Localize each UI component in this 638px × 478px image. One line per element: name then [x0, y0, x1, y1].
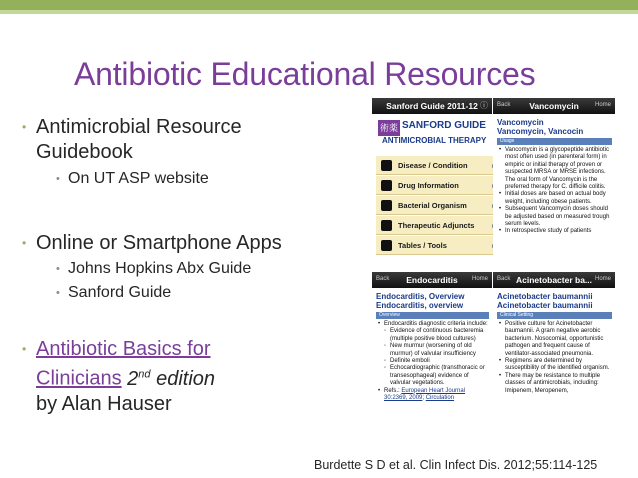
bullet-guidebook: [22, 115, 242, 165]
menu-item-bacterial[interactable]: Bacterial Organism: [376, 196, 500, 215]
topic-heading: Endocarditis, Overview: [376, 292, 465, 301]
brand-name: SANFORD GUIDE: [402, 120, 486, 131]
brand-subtitle: ANTIMICROBIAL THERAPY: [382, 136, 487, 145]
section-tag: Usage: [497, 138, 612, 145]
sub-bullet-ut-asp: [56, 169, 209, 189]
home-button[interactable]: Home: [471, 276, 488, 282]
top-accent-bar-light: [0, 10, 638, 14]
organism-heading: Acinetobacter baumannii: [497, 292, 593, 301]
list-item: • There may be resistance to multiple classes of antimicrobials, including: Imipenem, Meropenem,: [497, 373, 612, 395]
bullet-text: Sanford Guide: [68, 284, 172, 301]
bullet-dot: •: [22, 342, 27, 356]
vancomycin-screenshot: [493, 98, 615, 255]
organism-subheading: Acinetobacter baumannii: [497, 301, 593, 310]
sanford-brand: [378, 118, 502, 152]
drug-subheading: Vancomycin, Vancocin: [497, 127, 584, 136]
home-button[interactable]: Home: [594, 276, 611, 282]
info-icon[interactable]: ⓘ: [480, 101, 488, 110]
app-nav-bar: [372, 98, 492, 114]
section-tag: Clinical Setting: [497, 312, 612, 319]
menu-item-drug[interactable]: Drug Information: [376, 176, 500, 195]
list-item: • Vancomycin is a glycopeptide antibiotic most often used (in parenteral form) in empiric or initial therapy of proven or suspected MRSA or MRSE infections. The oral form of Vancomycin is the preferred therapy for C. difficile colitis.: [497, 147, 612, 191]
app-nav-title: Endocarditis: [406, 275, 458, 285]
clinical-list: [497, 321, 612, 395]
list-item: • Endocarditis diagnostic criteria include:: [376, 321, 489, 328]
back-button[interactable]: Back: [497, 276, 511, 282]
bullet-dot: •: [56, 287, 60, 299]
topic-subheading: Endocarditis, overview: [376, 301, 464, 310]
sub-bullet-sanford: [56, 283, 172, 303]
bullet-apps: [22, 231, 282, 256]
slide-title: Antibiotic Educational Resources: [74, 56, 536, 92]
bacteria-icon: [381, 200, 392, 211]
list-item: ◦ Definite emboli: [376, 358, 489, 365]
menu-item-disease[interactable]: Disease / Condition: [376, 156, 500, 175]
bullet-text: Online or Smartphone Apps: [36, 232, 282, 254]
back-button[interactable]: Back: [497, 102, 511, 108]
sanford-home-screenshot: [372, 98, 492, 255]
book-title-link[interactable]: Antibiotic Basics for: [36, 338, 211, 360]
refs-item: • Refs.: European Heart Journal 30:2369, 2009; Circulation: [376, 388, 489, 403]
app-nav-bar: [493, 272, 615, 288]
endocarditis-screenshot: [372, 272, 492, 448]
reference-link[interactable]: Circulation: [425, 395, 455, 402]
bullet-dot: •: [56, 173, 60, 185]
drug-heading: Vancomycin: [497, 118, 544, 127]
bullet-text: On UT ASP website: [68, 170, 209, 187]
acinetobacter-screenshot: [493, 272, 615, 448]
list-item: • Subsequent Vancomycin doses should be adjusted based on measured trough serum levels.: [497, 206, 612, 228]
home-button[interactable]: Home: [594, 102, 611, 108]
drug-content: [497, 118, 612, 236]
topic-content: [376, 292, 489, 402]
book-author: by Alan Hauser: [36, 392, 172, 415]
bullet-dot: •: [22, 236, 27, 250]
disease-icon: [381, 160, 392, 171]
menu-item-adjuncts[interactable]: Therapeutic Adjuncts: [376, 216, 500, 235]
list-item: ◦ New murmur (worsening of old murmur) of valvular insufficiency: [376, 343, 489, 358]
list-item: • Positive culture for Acinetobacter baumannii. A gram negative aerobic bacterium. Nosocomial, opportunistic pathogen and frequent cause of ventilator-associated pneumonia.: [497, 321, 612, 358]
app-nav-bar: [493, 98, 615, 114]
usage-list: [497, 147, 612, 236]
bullet-dot: •: [56, 263, 60, 275]
list-item: • In retrospective study of patients: [497, 228, 612, 235]
app-nav-title: Acinetobacter ba...: [515, 275, 593, 285]
reference-link[interactable]: European Heart Journal 30:2369, 2009: [384, 387, 466, 402]
list-item: • Regimens are determined by susceptibility of the identified organism.: [497, 358, 612, 373]
criteria-list: [376, 321, 489, 402]
bullet-text-line2: Guidebook: [36, 141, 133, 163]
section-tag: Overview: [376, 312, 489, 319]
bullet-dot: •: [22, 120, 27, 134]
list-item: ◦ Evidence of continuous bacteremia (multiple positive blood cultures): [376, 328, 489, 343]
top-accent-bar: [0, 0, 638, 10]
bullet-text: Johns Hopkins Abx Guide: [68, 260, 252, 277]
edition-text: 2nd edition: [127, 367, 216, 390]
list-item: ◦ Echocardiographic (transthoracic or transesophageal) evidence of valvular vegetations.: [376, 365, 489, 387]
sanford-logo: 術薬: [378, 120, 400, 136]
app-nav-bar: [372, 272, 492, 288]
bullet-text: Antimicrobial Resource: [36, 116, 242, 138]
citation: Burdette S D et al. Clin Infect Dis. 2012;55:114-125: [314, 458, 598, 472]
organism-content: [497, 292, 612, 395]
bullet-book: [22, 337, 216, 417]
tables-icon: [381, 240, 392, 251]
menu-item-tables[interactable]: Tables / Tools: [376, 236, 500, 255]
adjuncts-icon: [381, 220, 392, 231]
app-nav-title: Vancomycin: [529, 101, 579, 111]
app-nav-title: Sanford Guide 2011-12: [386, 101, 478, 111]
book-title-link-line2[interactable]: Clinicians: [36, 367, 122, 390]
sub-bullet-johns-hopkins: [56, 259, 252, 279]
back-button[interactable]: Back: [376, 276, 390, 282]
home-menu: [376, 156, 500, 256]
list-item: • Initial doses are based on actual body weight, including obese patients.: [497, 191, 612, 206]
pill-icon: [381, 180, 392, 191]
